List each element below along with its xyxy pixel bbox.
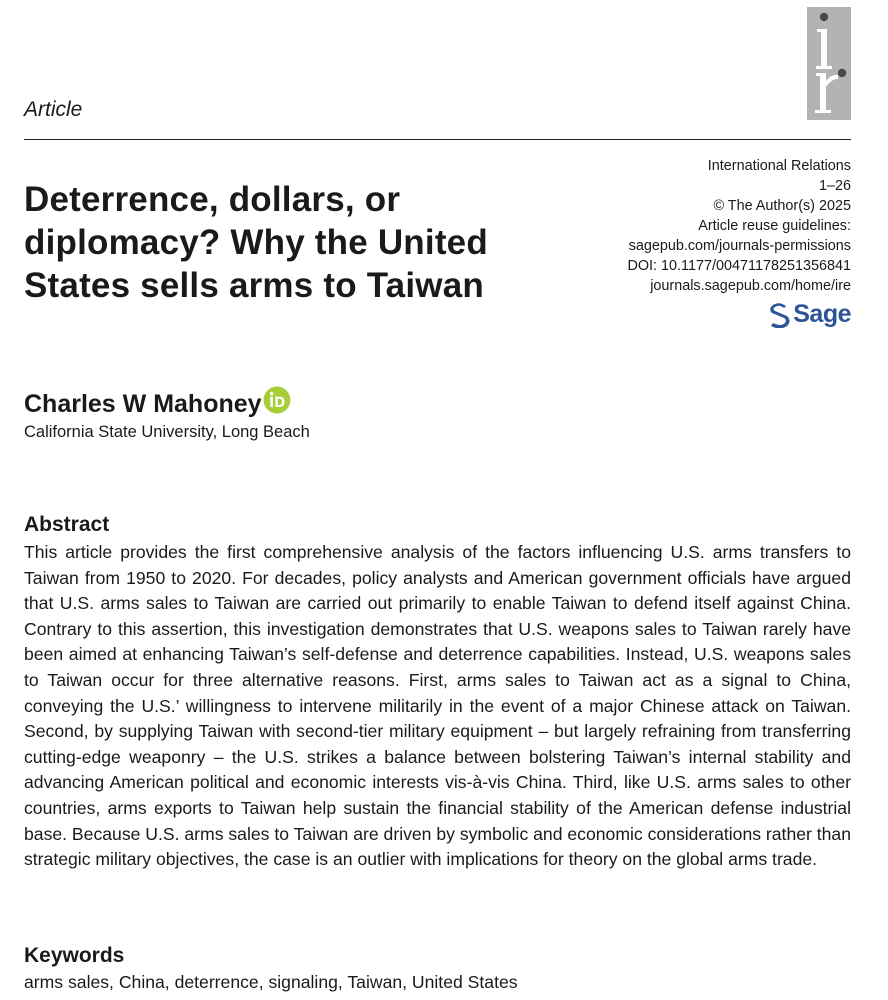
- header-divider: [24, 139, 851, 140]
- copyright-notice: © The Author(s) 2025: [713, 198, 851, 214]
- journal-name: International Relations: [707, 158, 851, 174]
- keywords-list: arms sales, China, deterrence, signaling, Taiwan, United States: [24, 972, 518, 992]
- sage-s-icon: [768, 302, 790, 328]
- publication-info: [561, 156, 851, 296]
- abstract-heading: Abstract: [24, 513, 110, 536]
- keywords-heading: Keywords: [24, 944, 125, 967]
- journal-logo-icon: [807, 7, 851, 120]
- reuse-guidelines-label: Article reuse guidelines:: [698, 218, 851, 234]
- author-affiliation: California State University, Long Beach: [24, 423, 310, 441]
- sage-wordmark: Sage: [793, 300, 851, 328]
- article-title: Deterrence, dollars, or diplomacy? Why the United States sells arms to Taiwan: [24, 180, 488, 305]
- author-name: Charles W Mahoney: [24, 390, 262, 418]
- article-type-label: Article: [24, 98, 83, 121]
- journal-home-link[interactable]: journals.sagepub.com/home/ire: [650, 278, 851, 294]
- author-row: [24, 388, 291, 420]
- abstract-text: This article provides the first comprehensive analysis of the factors influencing U.S. arms transfers to Taiwan from 1950 to 2020. For decades, policy analysts and American government officials have argued that U.S. arms sales to Taiwan are carried out primarily to enable Taiwan to defend itself against China. Contrary to this assertion, this investigation demonstrates that U.S. weapons sales to Taiwan rarely have been aimed at enhancing Taiwan’s self-defense and deterrence capabilities. Instead, U.S. weapons sales to Taiwan occur for three alternative reasons. First, arms sales to Taiwan act as a signal to China, conveying the U.S.’ willingness to intervene militarily in the event of a major Chinese attack on Taiwan. Second, by supplying Taiwan with second-tier military equipment – but largely refraining from transferring cutting-edge weaponry – the U.S. strikes a balance between bolstering Taiwan’s internal stability and advancing American political and economic interests vis-à-vis China. Third, like U.S. arms sales to other countries, arms exports to Taiwan help sustain the financial stability of the American defense industrial base. Because U.S. arms sales to Taiwan are driven by symbolic and economic considerations rather than strategic military objectives, the case is an outlier with implications for theory on the global arms trade.: [24, 542, 851, 870]
- orcid-icon[interactable]: [263, 386, 291, 419]
- reuse-guidelines-link[interactable]: sagepub.com/journals-permissions: [628, 238, 851, 254]
- sage-publisher-logo: [768, 300, 851, 329]
- page-range: 1–26: [818, 178, 851, 194]
- doi[interactable]: DOI: 10.1177/00471178251356841: [627, 258, 851, 274]
